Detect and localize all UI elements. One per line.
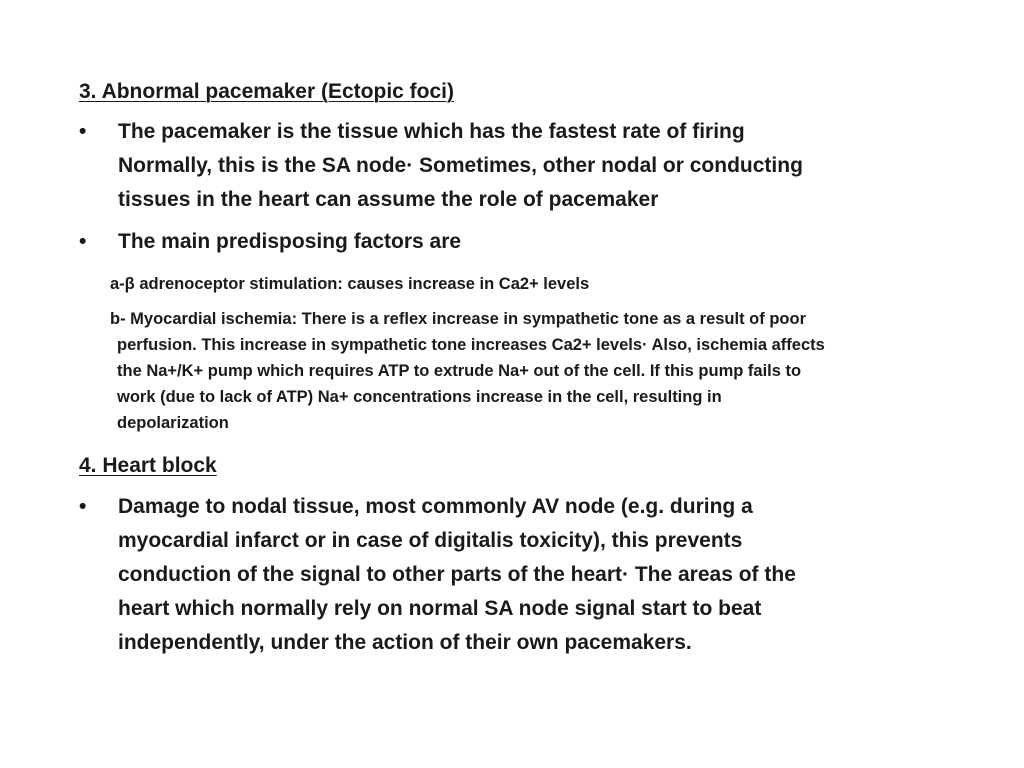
bullet-marker: • xyxy=(79,120,87,143)
bullet-line: independently, under the action of their own pacemakers. xyxy=(118,631,692,654)
bullet-marker: • xyxy=(79,230,87,253)
bullet-predisposing-factors xyxy=(79,225,959,259)
bullet-line: conduction of the signal to other parts of the heart· The areas of the xyxy=(118,563,796,586)
factor-line: b- Myocardial ischemia: There is a reflex increase in sympathetic tone as a result of poor xyxy=(110,310,806,328)
bullet-line: tissues in the heart can assume the role of pacemaker xyxy=(118,188,659,211)
bullet-line: Damage to nodal tissue, most commonly AV node (e.g. during a xyxy=(118,495,753,518)
factor-line: work (due to lack of ATP) Na+ concentrations increase in the cell, resulting in xyxy=(117,388,722,406)
bullet-line: The pacemaker is the tissue which has the fastest rate of firing xyxy=(118,120,745,143)
factor-b xyxy=(110,306,960,436)
bullet-marker: • xyxy=(79,495,87,518)
bullet-line: myocardial infarct or in case of digitalis toxicity), this prevents xyxy=(118,529,743,552)
bullet-pacemaker-definition xyxy=(79,115,959,217)
bullet-line: heart which normally rely on normal SA node signal start to beat xyxy=(118,597,762,620)
factor-a xyxy=(110,271,960,297)
factor-line: a-β adrenoceptor stimulation: causes increase in Ca2+ levels xyxy=(110,275,590,293)
factor-line: perfusion. This increase in sympathetic tone increases Ca2+ levels· Also, ischemia affects xyxy=(117,336,825,354)
factor-line: depolarization xyxy=(117,414,229,432)
bullet-line: The main predisposing factors are xyxy=(118,230,462,253)
section-3-heading: 3. Abnormal pacemaker (Ectopic foci) xyxy=(79,80,454,103)
bullet-heart-block xyxy=(79,490,959,660)
section-4-heading: 4. Heart block xyxy=(79,454,217,477)
factor-line: the Na+/K+ pump which requires ATP to extrude Na+ out of the cell. If this pump fails to xyxy=(117,362,802,380)
bullet-line: Normally, this is the SA node· Sometimes, other nodal or conducting xyxy=(118,154,803,177)
